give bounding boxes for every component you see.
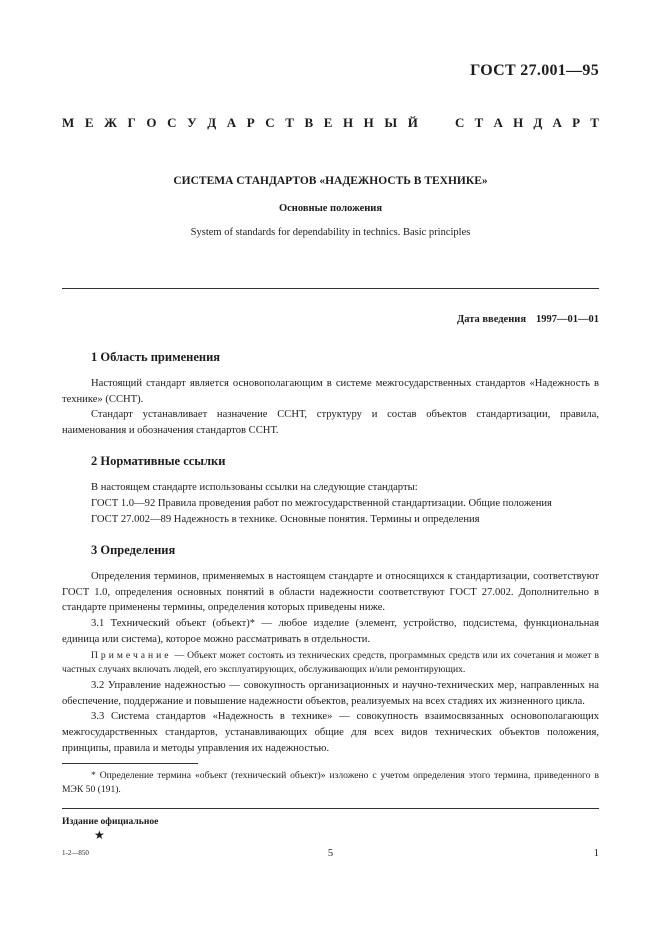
interstate-standard-banner [62, 115, 599, 131]
print-code: 1-2—850 [62, 849, 89, 857]
section-heading: 2 Нормативные ссылки [91, 454, 226, 469]
spread-letter: Н [513, 115, 524, 130]
section-heading: 3 Определения [91, 543, 176, 558]
spread-letter: Н [363, 115, 374, 130]
page-number: 5 [327, 848, 334, 859]
spread-letter: А [226, 115, 237, 130]
paragraph: Стандарт устанавливает назначение ССНТ, структуру и состав объектов стандартизации, правила, наименования и обозначения стандартов ССНТ. [62, 409, 599, 436]
official-edition-label: Издание официальное [62, 816, 159, 827]
system-title: СИСТЕМА СТАНДАРТОВ «НАДЕЖНОСТЬ В ТЕХНИКЕ» [173, 175, 488, 187]
spread-letter: А [552, 115, 562, 130]
spread-letter: У [187, 115, 197, 130]
section-heading: 1 Область применения [91, 350, 221, 364]
spread-letter: М [62, 115, 75, 130]
spread-letter: В [304, 115, 314, 130]
interstate-word [62, 115, 418, 131]
footnote-divider [62, 763, 198, 764]
intro-date [457, 314, 599, 325]
note-lead: Примечание [91, 650, 172, 662]
intro-date-value: 1997—01—01 [536, 314, 599, 325]
spread-letter: Т [474, 115, 484, 130]
sheet-number: 1 [593, 848, 599, 859]
spread-letter: Д [533, 115, 543, 130]
paragraph: 3.3 Система стандартов «Надежность в технике» — совокупность взаимосвязанных основополагающих межгосударственных стандартов, устанавливающих общие для всех видов технических объектов положения, принципы, правила и методы управления их надежностью. [62, 711, 599, 754]
paragraph: Определения терминов, применяемых в настоящем стандарте и относящихся к стандартизации, соответствуют ГОСТ 1.0, определения основных понятий в области надежности соответствуют ГОСТ 27.002. Дополнительно в стандарте применены термины, определения которых приведены ниже. [62, 571, 599, 614]
paragraph: Настоящий стандарт является основополагающим в системе межгосударственных стандартов «Надежность в технике» (ССНТ). [62, 378, 599, 405]
spread-letter: Р [572, 115, 581, 130]
spread-letter: С [455, 115, 465, 130]
footer-divider [62, 808, 599, 809]
spread-letter: Ж [104, 115, 117, 130]
subtitle-ru: Основные положения [278, 203, 383, 214]
subtitle-en: System of standards for dependability in technics. Basic principles [190, 227, 471, 238]
spread-letter: Г [127, 115, 136, 130]
paragraph: В настоящем стандарте использованы ссылки на следующие стандарты: [91, 482, 418, 494]
paragraph: 3.1 Технический объект (объект)* — любое изделие (элемент, устройство, подсистема, функциональная единица или система), которое можно рассматривать в отдельности. [62, 617, 599, 645]
spread-letter: Д [207, 115, 217, 130]
footnote: * Определение термина «объект (технический объект)» изложено с учетом определения этого термина, приведенного в МЭК 50 (191). [62, 770, 599, 795]
star-icon: ★ [94, 828, 105, 842]
spread-letter: Ы [384, 115, 398, 130]
spread-letter: Р [246, 115, 255, 130]
gost-code: ГОСТ 27.001—95 [470, 62, 599, 79]
spread-letter: О [146, 115, 157, 130]
note [62, 649, 599, 676]
paragraph: 3.2 Управление надежностью — совокупность организационных и научно-технических мер, направленных на обеспечение, поддержание и повышение надежности объектов, реализуемых на всех стадиях их жизненного цикла. [62, 680, 599, 707]
spread-letter: Й [407, 115, 418, 130]
paragraph: ГОСТ 1.0—92 Правила проведения работ по межгосударственной стандартизации. Общие положения [91, 497, 552, 509]
paragraph: ГОСТ 27.002—89 Надежность в технике. Основные понятия. Термины и определения [91, 513, 480, 525]
spread-letter: Т [285, 115, 294, 130]
intro-date-label: Дата введения [457, 314, 526, 325]
note-text: — Объект может состоять из технических средств, программных средств или их сочетания и может в частных случаях включать людей, его эксплуатирующих, обслуживающих и/или ремонтирующих. [62, 650, 599, 675]
spread-letter: А [493, 115, 503, 130]
spread-letter: С [167, 115, 177, 130]
spread-letter: С [265, 115, 275, 130]
spread-letter: Е [323, 115, 333, 130]
document-body [62, 348, 599, 756]
spread-letter: Т [590, 115, 599, 130]
spread-letter: Е [84, 115, 94, 130]
standard-word [455, 115, 599, 131]
spread-letter: Н [342, 115, 354, 130]
header-divider [62, 288, 599, 289]
